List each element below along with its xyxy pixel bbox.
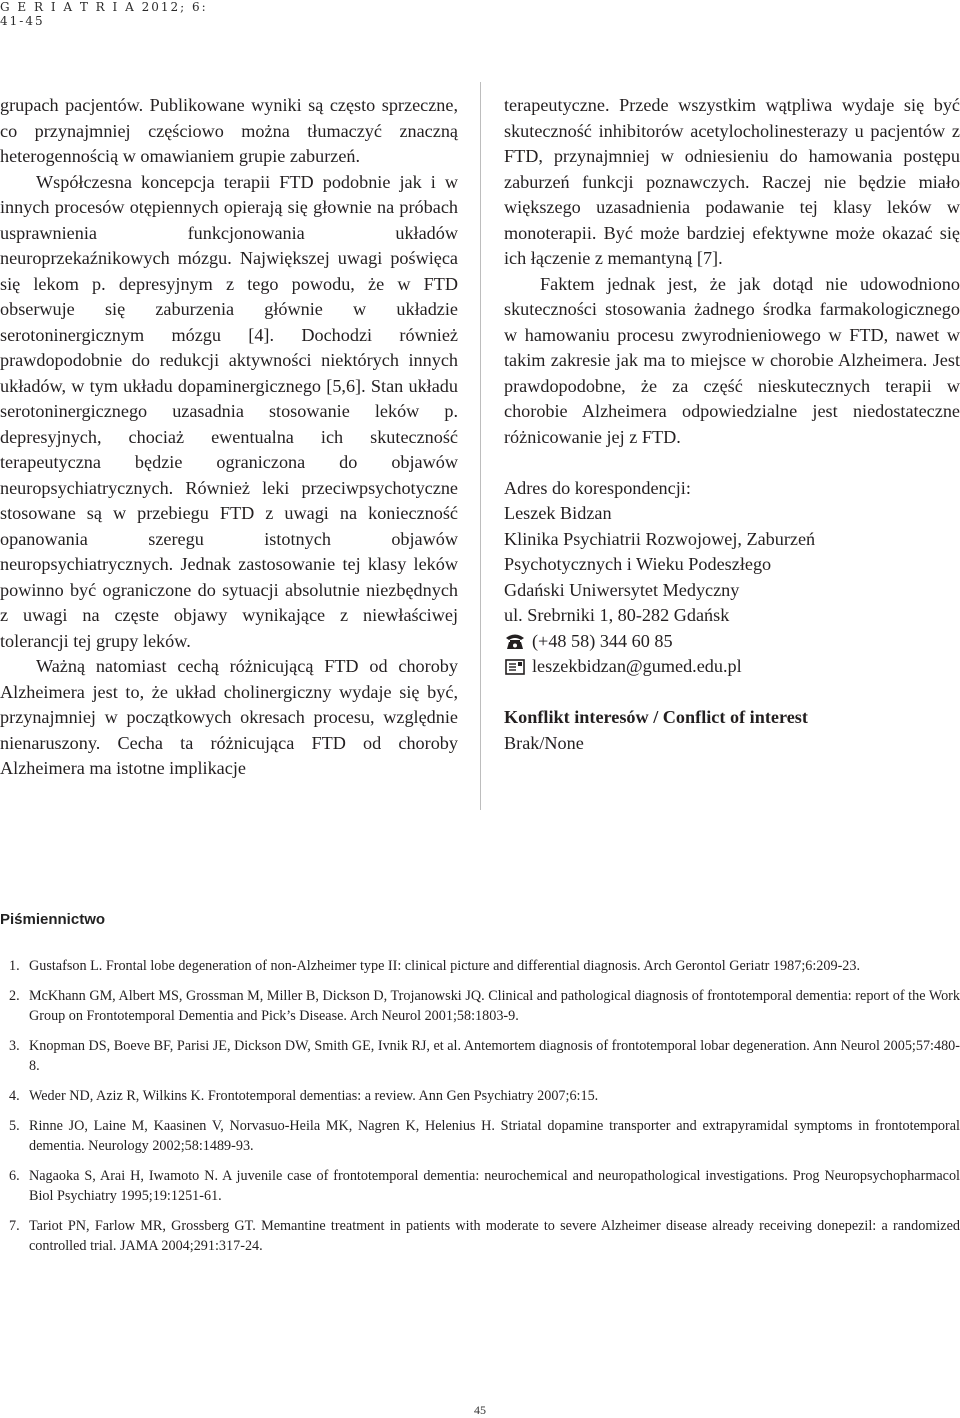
- left-column: [0, 93, 458, 782]
- email-address[interactable]: leszekbidzan@gumed.edu.pl: [532, 656, 742, 676]
- reference-item: [0, 1036, 960, 1076]
- affiliation-line: Psychotycznych i Wieku Podeszłego: [504, 554, 772, 574]
- reference-text: Gustafson L. Frontal lobe degeneration of non-Alzheimer type II: clinical picture and differential diagnosis. Arch Gerontol Geriatr 1987;6:209-23.: [29, 958, 861, 974]
- reference-item: [0, 956, 960, 976]
- university-line: Gdański Uniwersytet Medyczny: [504, 579, 740, 600]
- reference-text: Tariot PN, Farlow MR, Grossberg GT. Memantine treatment in patients with moderate to severe Alzheimer disease already receiving donepezil: a randomized controlled trial. JAMA 2004;291:317-24.: [29, 1218, 960, 1254]
- reference-text: Weder ND, Aziz R, Wilkins K. Frontotemporal dementias: a review. Ann Gen Psychiatry 2007;6:15.: [29, 1088, 599, 1104]
- author-name: Leszek Bidzan: [504, 503, 612, 523]
- reference-number: 7.: [9, 1218, 20, 1234]
- reference-number: 1.: [9, 958, 20, 974]
- body-paragraph: Ważną natomiast cechą różnicującą FTD od choroby Alzheimera jest to, że układ cholinergiczny wydaje się być, przynajmniej w początkowych okresach procesu, względnie nienaruszony. Cecha ta różnicująca FTD od choroby Alzheimera ma istotne implikacje: [0, 656, 458, 778]
- reference-number: 5.: [9, 1118, 20, 1134]
- references-list: [0, 956, 960, 1266]
- envelope-icon: [504, 658, 526, 676]
- page-number: 45: [474, 1403, 486, 1417]
- reference-text: Rinne JO, Laine M, Kaasinen V, Norvasuo-Heila MK, Nagren K, Helenius H. Striatal dopamine transporter and extrapyramidal symptoms in frontotemporal dementia. Neurology 2002;58:1489-93.: [29, 1118, 960, 1154]
- reference-item: [0, 1116, 960, 1156]
- conflict-heading: Konflikt interesów / Conflict of interest: [504, 707, 808, 727]
- email-line: [504, 654, 960, 680]
- phone-line: [504, 629, 960, 655]
- correspondence-label: Adres do korespondencji:: [504, 477, 691, 498]
- reference-number: 6.: [9, 1168, 20, 1184]
- reference-text: Knopman DS, Boeve BF, Parisi JE, Dickson DW, Smith GE, Ivnik RJ, et al. Antemortem diagnosis of frontotemporal lobar degeneration. Ann Neurol 2005;57:480-8.: [29, 1038, 960, 1074]
- reference-text: McKhann GM, Albert MS, Grossman M, Miller B, Dickson D, Trojanowski JQ. Clinical and pathological diagnosis of frontotemporal dementia: report of the Work Group on Frontotemporal Dementia and Pick’s Disease. Arch Neurol 2001;58:1803-9.: [29, 988, 960, 1024]
- body-paragraph: terapeutyczne. Przede wszystkim wątpliwa wydaje się być skuteczność inhibitorów acetylocholinesterazy u pacjentów z FTD, przynajmniej w odniesieniu do hamowania postępu zaburzeń funkcji poznawczych. Raczej nie będzie miało większego uzasadnienia podawanie tej klasy leków w monoterapii. Być może bardziej efektywne może okazać się ich łączenie z memantyną [7].: [504, 95, 960, 268]
- reference-item: [0, 1216, 960, 1256]
- body-paragraph: grupach pacjentów. Publikowane wyniki są często sprzeczne, co przynajmniej częściowo można tłumaczyć znaczną heterogennością w omawianiem grupie zaburzeń.: [0, 95, 458, 166]
- right-column: [504, 93, 960, 756]
- address-line: ul. Srebrniki 1, 80-282 Gdańsk: [504, 605, 730, 625]
- reference-item: [0, 1086, 960, 1106]
- conflict-value: Brak/None: [504, 732, 584, 753]
- reference-number: 2.: [9, 988, 20, 1004]
- running-head: G E R I A T R I A 2012; 6: 41-45: [0, 0, 208, 28]
- telephone-icon: [504, 632, 526, 650]
- phone-number: (+48 58) 344 60 85: [532, 630, 673, 651]
- reference-item: [0, 1166, 960, 1206]
- affiliation-line: Klinika Psychiatrii Rozwojowej, Zaburzeń: [504, 528, 816, 549]
- body-paragraph: Współczesna koncepcja terapii FTD podobnie jak i w innych procesów otępiennych opierają się głownie na próbach usprawnienia funkcjonowania układów neuroprzekaźnikowych mózgu. Największej uwagi poświęca się lekom p. depresyjnym z tego powodu, że w FTD obserwuje się zaburzenia głównie w układzie serotoninergicznym mózgu [4]. Dochodzi również prawdopodobnie do redukcji aktywności niektórych innych układów, w tym układu dopaminergicznego [5,6]. Stan układu serotoninergicznego uzasadnia stosowanie leków p. depresyjnych, chociaż ewentualna ich skuteczność terapeutyczna będzie ograniczona do objawów neuropsychiatrycznych. Również leki przeciwpsychotyczne stosowane są w przebiegu FTD z uwagi na konieczność opanowania szeregu istotnych objawów neuropsychiatrycznych. Jednak zastosowanie tej klasy leków powinno być ograniczone do sytuacji absolutnie niezbędnych z uwagi na częste objawy wynikające z niewłaściwej tolerancji tej grupy leków.: [0, 171, 458, 651]
- reference-text: Nagaoka S, Arai H, Iwamoto N. A juvenile case of frontotemporal dementia: neurochemical and neuropathological investigations. Prog Neuropsychopharmacol Biol Psychiatry 1995;19:1251-61.: [29, 1168, 960, 1204]
- reference-item: [0, 986, 960, 1026]
- references-heading: Piśmiennictwo: [0, 911, 106, 928]
- reference-number: 3.: [9, 1038, 20, 1054]
- reference-number: 4.: [9, 1088, 20, 1104]
- body-paragraph: Faktem jednak jest, że jak dotąd nie udowodniono skuteczności stosowania żadnego środka farmakologicznego w hamowaniu procesu zwyrodnieniowego w FTD, nawet w takim zakresie jak ma to miejsce w chorobie Alzheimera. Jest prawdopodobne, że za część nieskutecznych terapii w chorobie Alzheimera odpowiedzialne jest niedostateczne różnicowanie jej z FTD.: [504, 273, 960, 447]
- conflict-block: [504, 705, 960, 756]
- correspondence-block: [504, 476, 960, 680]
- column-divider: [480, 82, 481, 810]
